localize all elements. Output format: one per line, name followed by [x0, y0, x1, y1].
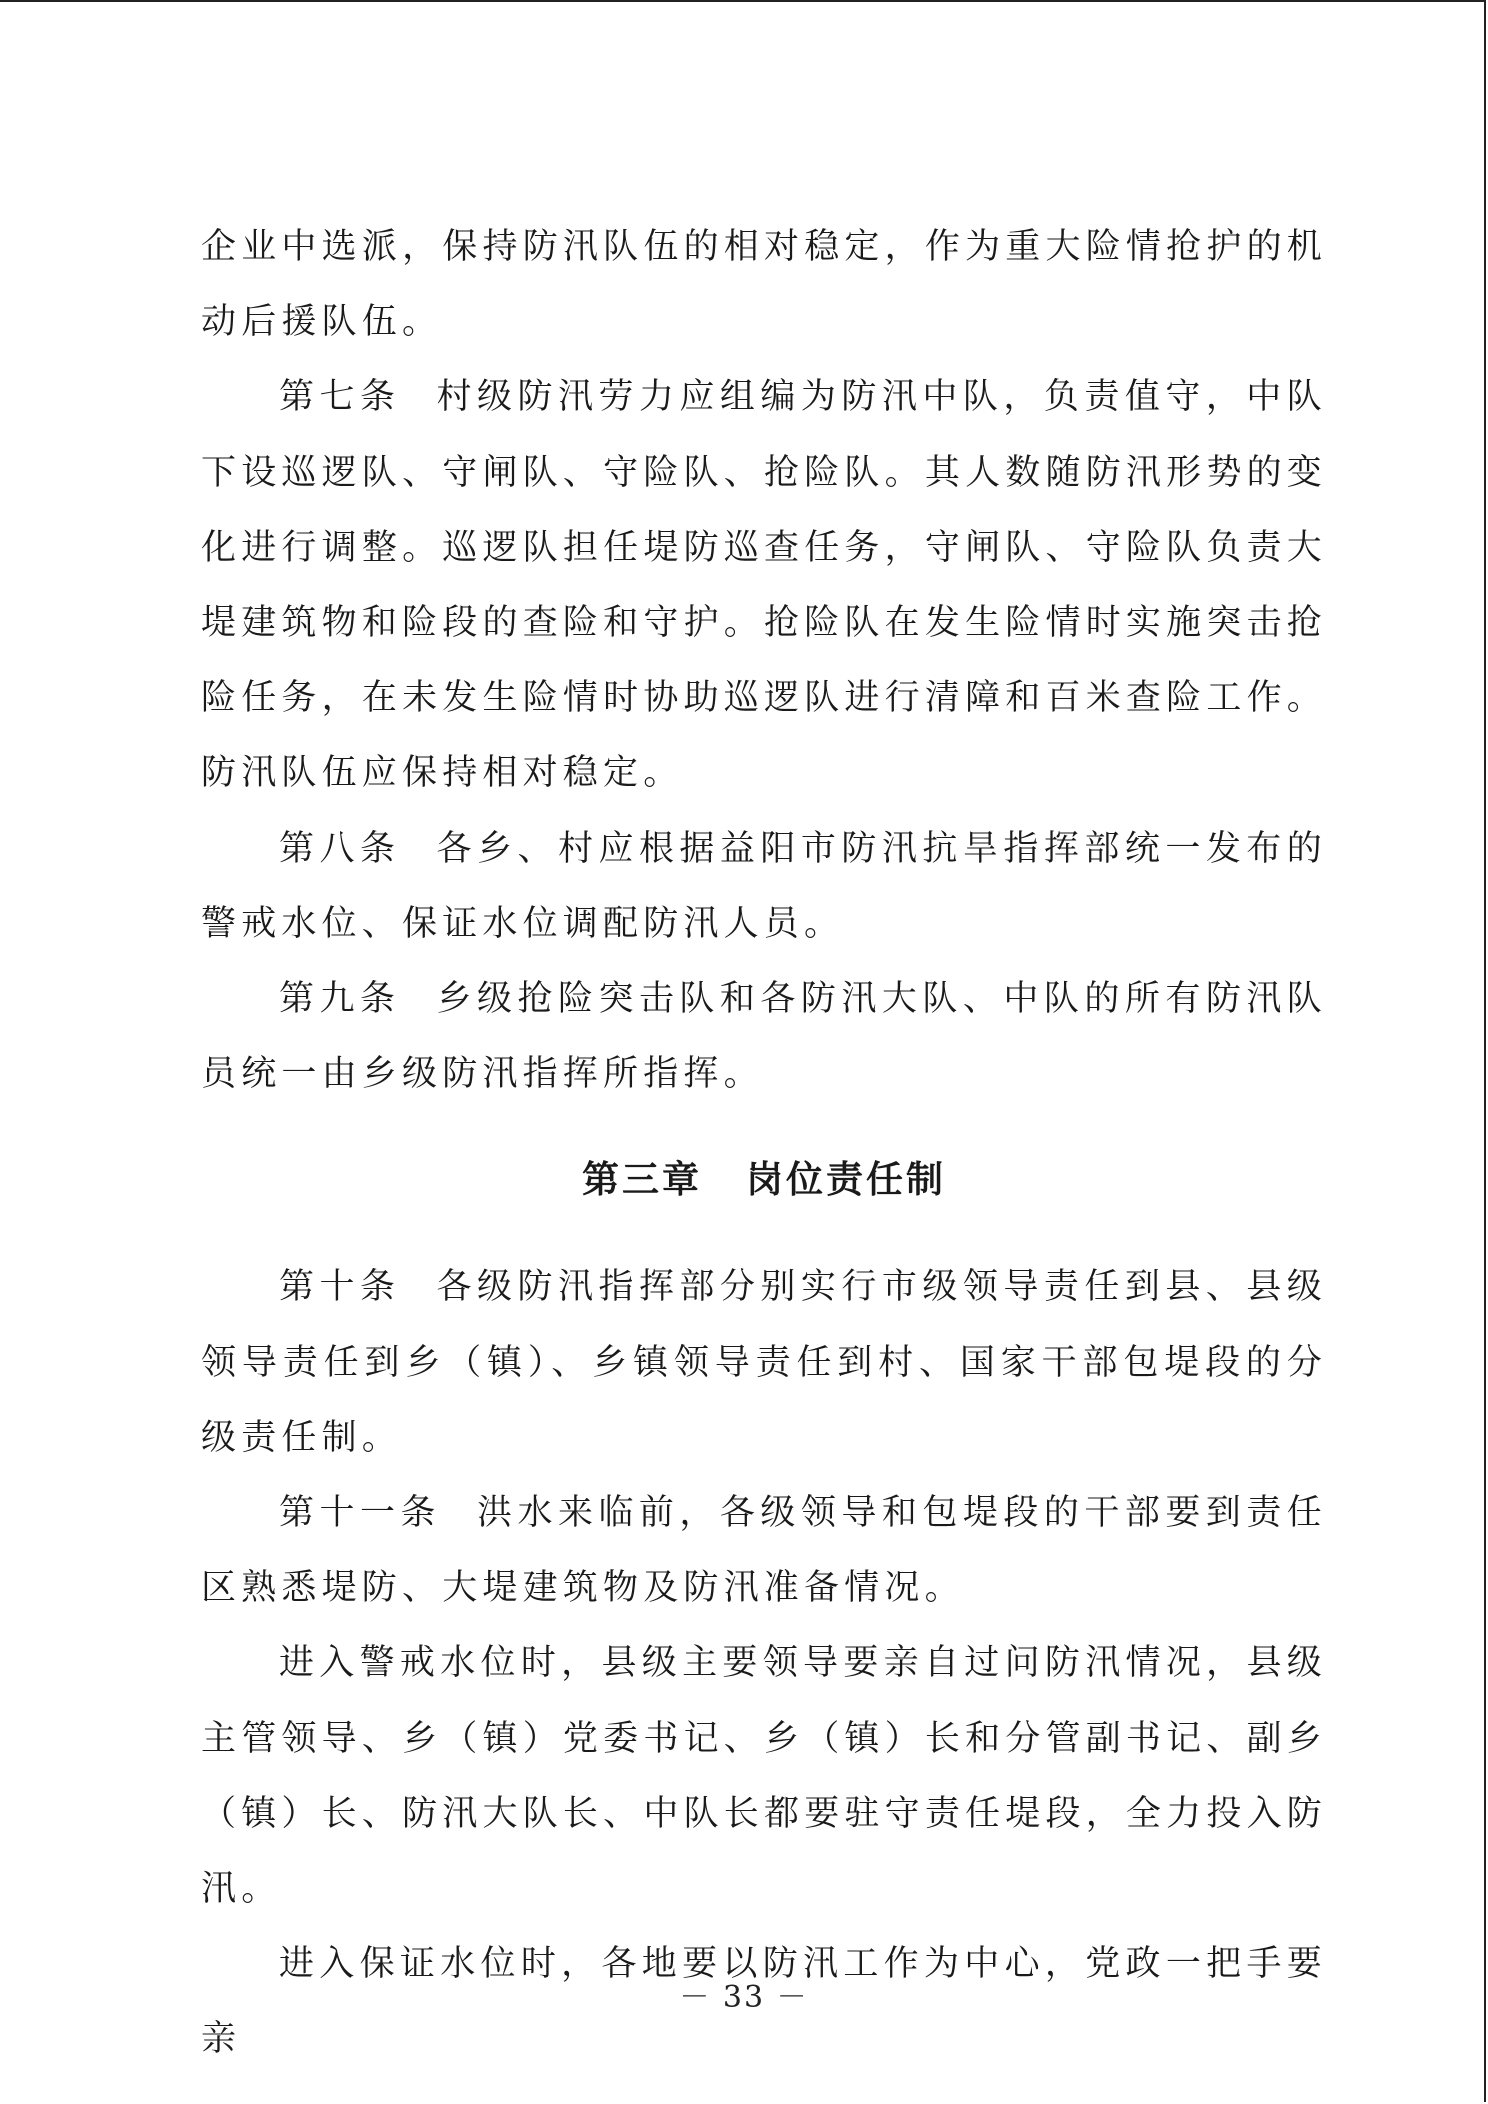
article-number: 第九条	[279, 979, 401, 1020]
article-number: 第十一条	[279, 1493, 441, 1534]
paragraph-text: 企业中选派，保持防汛队伍的相对稳定，作为重大险情抢护的机动后援队伍。	[201, 227, 1327, 343]
paragraph-text: 各乡、村应根据益阳市防汛抗旱指挥部统一发布的警戒水位、保证水位调配防汛人员。	[201, 828, 1327, 944]
article-number: 第十条	[279, 1267, 401, 1308]
article-7	[201, 360, 1327, 811]
paragraph-warning-level	[201, 1626, 1327, 1927]
paragraph-text: 进入保证水位时，各地要以防汛工作为中心，党政一把手要亲	[201, 1944, 1327, 2060]
article-11	[201, 1476, 1327, 1626]
paragraph-text: 进入警戒水位时，县级主要领导要亲自过问防汛情况，县级主管领导、乡（镇）党委书记、乡（镇）长和分管副书记、副乡（镇）长、防汛大队长、中队长都要驻守责任堤段，全力投入防汛。	[201, 1643, 1327, 1910]
article-8	[201, 812, 1327, 962]
article-number: 第八条	[279, 828, 401, 869]
paragraph-continuation	[201, 210, 1327, 360]
chapter-title-text: 岗位责任制	[746, 1158, 946, 1202]
paragraph-text: 洪水来临前，各级领导和包堤段的干部要到责任区熟悉堤防、大堤建筑物及防汛准备情况。	[201, 1493, 1327, 1609]
document-body	[201, 210, 1327, 2078]
article-10	[201, 1250, 1327, 1476]
paragraph-text: 乡级抢险突击队和各防汛大队、中队的所有防汛队员统一由乡级防汛指挥所指挥。	[201, 979, 1327, 1095]
page-number: － 33 －	[679, 1980, 809, 2015]
chapter-heading	[201, 1142, 1327, 1217]
chapter-number: 第三章	[582, 1158, 702, 1202]
paragraph-text: 村级防汛劳力应组编为防汛中队，负责值守，中队下设巡逻队、守闸队、守险队、抢险队。其人数随防汛形势的变化进行调整。巡逻队担任堤防巡查任务，守闸队、守险队负责大堤建筑物和险段的查险和守护。抢险队在发生险情时实施突击抢险任务，在未发生险情时协助巡逻队进行清障和百米查险工作。防汛队伍应保持相对稳定。	[201, 377, 1327, 794]
article-number: 第七条	[279, 377, 401, 418]
paragraph-text: 各级防汛指挥部分别实行市级领导责任到县、县级领导责任到乡（镇）、乡镇领导责任到村、国家干部包堤段的分级责任制。	[201, 1267, 1327, 1458]
article-9	[201, 962, 1327, 1112]
